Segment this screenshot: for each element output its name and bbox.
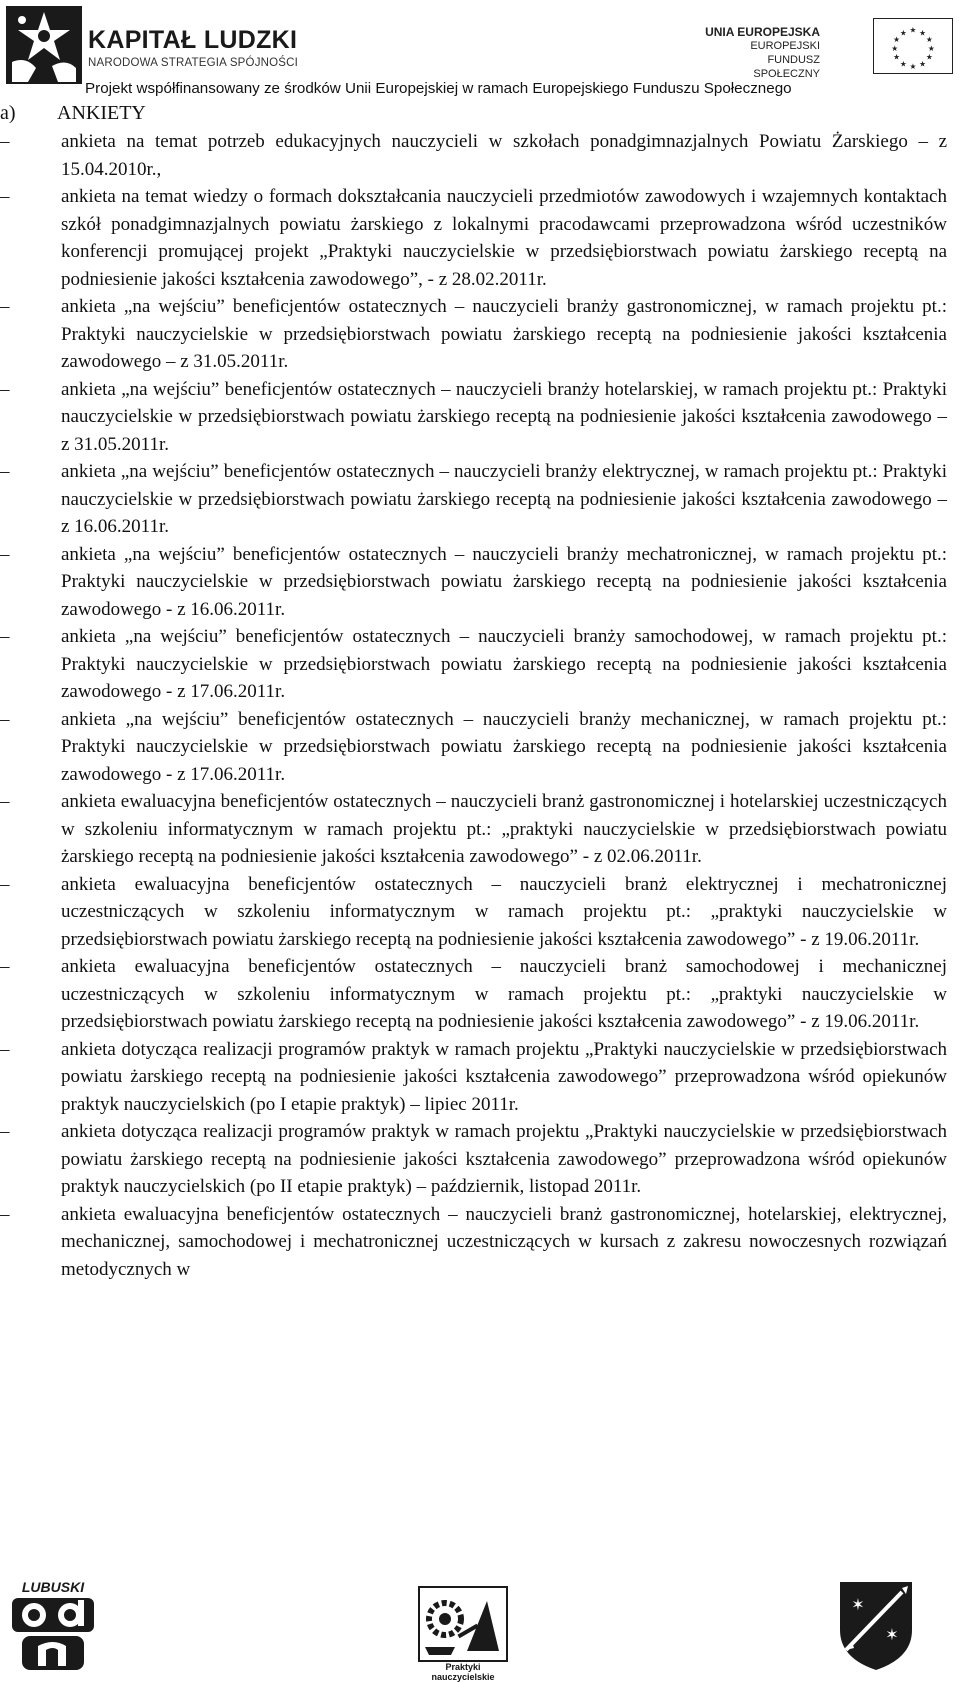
document-header [0, 0, 960, 100]
svg-text:★: ★ [925, 35, 933, 45]
list-item-text: ankieta dotycząca realizacji programów praktyk w ramach projektu „Praktyki nauczycielskie w przedsiębiorstwach powiatu żarskiego receptą na podniesienie jakości kształcenia zawodowego” przeprowadzona wśród opiekunów praktyk nauczycielskich (po I etapie praktyk) – lipiec 2011r. [61, 1038, 947, 1115]
cofunding-statement: Projekt współfinansowany ze środków Unii Europejskiej w ramach Europejskiego Funduszu Społecznego [85, 80, 792, 97]
svg-text:★: ★ [927, 43, 935, 53]
list-item-text: ankieta dotycząca realizacji programów praktyk w ramach projektu „Praktyki nauczycielskie w przedsiębiorstwach powiatu żarskiego receptą na podniesienie jakości kształcenia zawodowego” przeprowadzona wśród opiekunów praktyk nauczycielskich (po II etapie praktyk) – październik, listopad 2011r. [61, 1121, 947, 1197]
eu-label-line2: EUROPEJSKI [750, 40, 820, 52]
list-item-text: ankieta „na wejściu” beneficjentów ostatecznych – nauczycieli branży gastronomicznej, w ramach projektu pt.: Praktyki nauczycielskie w przedsiębiorstwach powiatu żarskiego receptą na podniesienie jakości kształcenia zawodowego – z 31.05.2011r. [61, 296, 947, 372]
bullet-dash: – [0, 1038, 10, 1060]
list-item-text: ankieta „na wejściu” beneficjentów ostatecznych – nauczycieli branży mechatronicznej, w ramach projektu pt.: Praktyki nauczycielskie w przedsiębiorstwach powiatu żarskiego receptą na podniesienie jakości kształcenia zawodowego - z 16.06.2011r. [61, 543, 947, 620]
list-item [0, 293, 960, 376]
svg-text:★: ★ [899, 28, 907, 38]
list-item [0, 128, 960, 183]
section-heading [0, 100, 146, 126]
list-item [0, 871, 960, 954]
svg-text:★: ★ [891, 43, 899, 53]
list-item [0, 788, 960, 871]
svg-text:★: ★ [893, 52, 901, 62]
svg-text:★: ★ [899, 59, 907, 69]
list-item-text: ankieta na temat wiedzy o formach dokształcania nauczycieli przedmiotów zawodowych i wzajemnych kontaktach szkół ponadgimnazjalnych powiatu żarskiego z lokalnymi pracodawcami przeprowadzona wśród uczestników konferencji promującej projekt „Praktyki nauczycielskie w przedsiębiorstwach powiatu żarskiego receptą na podniesienie jakości kształcenia zawodowego”, - z 28.02.2011r. [61, 186, 947, 290]
list-item-text: ankieta na temat potrzeb edukacyjnych nauczycieli w szkołach ponadgimnazjalnych Powiatu Żarskiego – z 15.04.2010r., [61, 131, 947, 180]
svg-text:★: ★ [925, 52, 933, 62]
bullet-dash: – [0, 1203, 10, 1225]
svg-text:✶: ✶ [851, 1595, 865, 1614]
svg-text:★: ★ [919, 59, 927, 69]
bullet-dash: – [0, 1121, 10, 1142]
section-title: ANKIETY [57, 102, 146, 124]
section-letter: a) [0, 102, 16, 124]
kapital-ludzki-logo [6, 2, 82, 86]
svg-text:★: ★ [909, 62, 917, 72]
logo-subtitle: NARODOWA STRATEGIA SPÓJNOŚCI [88, 57, 299, 69]
eu-label [700, 25, 820, 81]
list-item [0, 1036, 960, 1119]
bullet-dash: – [0, 186, 10, 207]
list-item-text: ankieta ewaluacyjna beneficjentów ostatecznych – nauczycieli branż elektrycznej i mechatronicznej uczestniczących w szkoleniu informatycznym w ramach projektu pt.: „praktyki nauczycielskie w przedsiębiorstwach powiatu żarskiego receptą na podniesienie jakości kształcenia zawodowego” - z 19.06.2011r. [61, 873, 947, 950]
lubuski-odn-logo [8, 1578, 98, 1672]
bullet-dash: – [0, 131, 10, 152]
eu-flag-icon [873, 18, 953, 74]
list-item [0, 1201, 960, 1284]
list-item [0, 376, 960, 459]
bullet-dash: – [0, 956, 10, 977]
eu-label-line1: UNIA EUROPEJSKA [705, 25, 820, 39]
svg-text:LUBUSKI: LUBUSKI [21, 1579, 85, 1595]
bullet-dash: – [0, 873, 10, 895]
survey-list [0, 128, 960, 1283]
list-item-text: ankieta „na wejściu” beneficjentów ostatecznych – nauczycieli branży elektrycznej, w ramach projektu pt.: Praktyki nauczycielskie w przedsiębiorstwach powiatu żarskiego receptą na podniesienie jakości kształcenia zawodowego – z 16.06.2011r. [61, 461, 947, 537]
list-item-text: ankieta „na wejściu” beneficjentów ostatecznych – nauczycieli branży hotelarskiej, w ramach projektu pt.: Praktyki nauczycielskie w przedsiębiorstwach powiatu żarskiego receptą na podniesienie jakości kształcenia zawodowego – z 31.05.2011r. [61, 378, 947, 455]
list-item [0, 953, 960, 1036]
list-item [0, 183, 960, 293]
list-item [0, 1118, 960, 1201]
logo-title: KAPITAŁ LUDZKI [88, 26, 298, 54]
list-item-text: ankieta „na wejściu” beneficjentów ostatecznych – nauczycieli branży samochodowej, w ramach projektu pt.: Praktyki nauczycielskie w przedsiębiorstwach powiatu żarskiego receptą na podniesienie jakości kształcenia zawodowego - z 17.06.2011r. [61, 626, 947, 702]
county-crest-icon [836, 1578, 916, 1673]
bullet-dash: – [0, 378, 10, 400]
bullet-dash: – [0, 791, 10, 812]
center-logo-caption: Praktyki nauczycielskie [431, 1662, 495, 1682]
bullet-dash: – [0, 543, 10, 565]
bullet-dash: – [0, 708, 10, 730]
eu-label-line3: FUNDUSZ SPOŁECZNY [753, 54, 820, 80]
list-item-text: ankieta „na wejściu” beneficjentów ostatecznych – nauczycieli branży mechanicznej, w ramach projektu pt.: Praktyki nauczycielskie w przedsiębiorstwach powiatu żarskiego receptą na podniesienie jakości kształcenia zawodowego - z 17.06.2011r. [61, 708, 947, 785]
list-item-text: ankieta ewaluacyjna beneficjentów ostatecznych – nauczycieli branż gastronomicznej, hotelarskiej, elektrycznej, mechanicznej, samochodowej i mechatronicznej uczestniczących w kursach z zakresu nowoczesnych rozwiązań metodycznych w [61, 1203, 947, 1280]
list-item [0, 706, 960, 789]
list-item [0, 458, 960, 541]
document-footer [0, 1570, 960, 1682]
svg-text:★: ★ [909, 25, 917, 35]
svg-text:★: ★ [919, 28, 927, 38]
svg-text:★: ★ [893, 35, 901, 45]
bullet-dash: – [0, 461, 10, 482]
svg-text:✶: ✶ [885, 1625, 899, 1644]
list-item [0, 541, 960, 624]
list-item-text: ankieta ewaluacyjna beneficjentów ostatecznych – nauczycieli branż gastronomicznej i hotelarskiej uczestniczących w szkoleniu informatycznym w ramach projektu pt.: „praktyki nauczycielskie w przedsiębiorstwach powiatu żarskiego receptą na podniesienie jakości kształcenia zawodowego” - z 02.06.2011r. [61, 791, 947, 867]
list-item-text: ankieta ewaluacyjna beneficjentów ostatecznych – nauczycieli branż samochodowej i mechanicznej uczestniczących w szkoleniu informatycznym w ramach projektu pt.: „praktyki nauczycielskie w przedsiębiorstwach powiatu żarskiego receptą na podniesienie jakości kształcenia zawodowego” - z 19.06.2011r. [61, 956, 947, 1032]
bullet-dash: – [0, 626, 10, 647]
list-item [0, 623, 960, 706]
bullet-dash: – [0, 296, 10, 317]
